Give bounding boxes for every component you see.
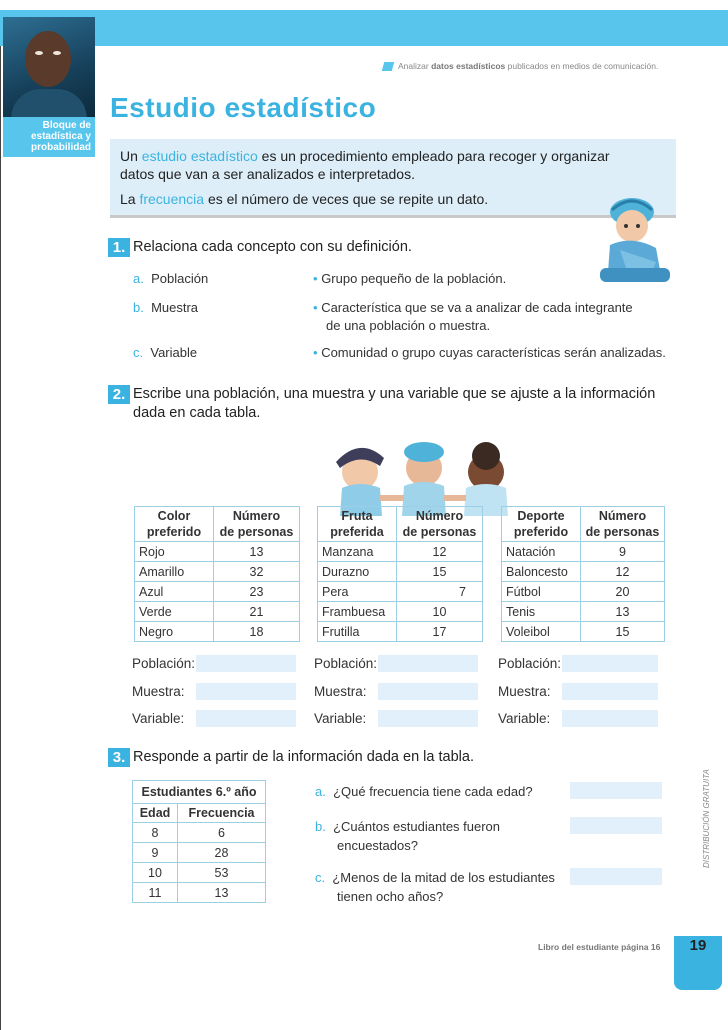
variable-input-3[interactable]	[562, 710, 658, 727]
muestra-label-3: Muestra:	[498, 684, 551, 699]
variable-label-2: Variable:	[314, 711, 367, 726]
table-fruit-header-1: Fruta preferida	[318, 507, 397, 542]
table-fruit-header-2: Número de personas	[397, 507, 483, 542]
question-2-line-1: Escribe una población, una muestra y una variable que se ajuste a la información	[133, 386, 656, 402]
definition-1: • Grupo pequeño de la población.	[313, 271, 507, 286]
poblacion-label-3: Población:	[498, 656, 562, 671]
book-reference: Libro del estudiante página 16	[538, 942, 661, 952]
child-illustration	[590, 190, 682, 290]
page-title: Estudio estadístico	[110, 92, 377, 123]
table-row: Durazno 15	[318, 562, 483, 582]
poblacion-label-1: Población:	[132, 656, 196, 671]
question-2-line-2: dada en cada tabla.	[133, 405, 261, 421]
muestra-label-2: Muestra:	[314, 684, 367, 699]
poblacion-label-2: Población:	[314, 656, 378, 671]
table-color	[134, 506, 300, 642]
concept-a: a. Población	[133, 271, 209, 286]
answer-3b-input[interactable]	[570, 817, 662, 834]
poblacion-input-2[interactable]	[378, 655, 478, 672]
question-3a: a. ¿Qué frecuencia tiene cada edad?	[315, 784, 533, 799]
definition-line-1: Un estudio estadístico es un procedimiento empleado para recoger y organizar	[120, 148, 610, 164]
muestra-input-1[interactable]	[196, 683, 296, 700]
definition-line-3: La frecuencia es el número de veces que se repite un dato.	[120, 191, 489, 207]
table-color-header-1: Color preferido	[135, 507, 214, 542]
table-row: 8 6	[133, 823, 266, 843]
table-sport	[501, 506, 665, 642]
distribution-notice: DISTRIBUCIÓN GRATUITA	[702, 769, 711, 868]
table-row: Frambuesa 10	[318, 602, 483, 622]
table-row: Voleibol 15	[502, 622, 665, 642]
poblacion-input-1[interactable]	[196, 655, 296, 672]
table-row: Manzana 12	[318, 542, 483, 562]
question-3b: b. ¿Cuántos estudiantes fueron	[315, 819, 501, 834]
table-row: 9 28	[133, 843, 266, 863]
table-row: Azul 23	[135, 582, 300, 602]
page-edge-line	[0, 0, 1, 1030]
children-group-illustration	[320, 436, 520, 516]
table-row: 10 53	[133, 863, 266, 883]
cube-icon	[382, 62, 394, 71]
table-row: Negro 18	[135, 622, 300, 642]
variable-label-1: Variable:	[132, 711, 185, 726]
section-label: Bloque de estadística y probabilidad	[30, 120, 91, 153]
answer-3c-input[interactable]	[570, 868, 662, 885]
concept-b: b. Muestra	[133, 300, 199, 315]
question-3-number: 3.	[108, 748, 130, 767]
question-3c: c. ¿Menos de la mitad de los estudiantes	[315, 870, 555, 885]
page-number: 19	[674, 936, 722, 990]
table-row: Frutilla 17	[318, 622, 483, 642]
definition-2-line-2: de una población o muestra.	[326, 318, 491, 333]
concept-c: c. Variable	[133, 345, 198, 360]
variable-input-1[interactable]	[196, 710, 296, 727]
question-3b-line-2: encuestados?	[337, 838, 418, 853]
table-row: Baloncesto 12	[502, 562, 665, 582]
table-students-caption: Estudiantes 6.º año	[133, 781, 266, 804]
poblacion-input-3[interactable]	[562, 655, 658, 672]
table-color-header-2: Número de personas	[214, 507, 300, 542]
question-1-text: Relaciona cada concepto con su definición.	[133, 239, 412, 255]
question-2-number: 2.	[108, 385, 130, 404]
table-row: Pera 7	[318, 582, 483, 602]
table-row: Natación 9	[502, 542, 665, 562]
header-bar	[0, 10, 728, 46]
table-row: Tenis 13	[502, 602, 665, 622]
header-subtitle: Analizar datos estadísticos publicados en medios de comunicación.	[398, 61, 659, 71]
muestra-input-2[interactable]	[378, 683, 478, 700]
muestra-label-1: Muestra:	[132, 684, 185, 699]
question-1-number: 1.	[108, 238, 130, 257]
table-fruit	[317, 506, 483, 642]
muestra-input-3[interactable]	[562, 683, 658, 700]
student-photo	[3, 17, 95, 117]
table-students	[132, 780, 266, 903]
variable-input-2[interactable]	[378, 710, 478, 727]
table-row: 11 13	[133, 883, 266, 903]
question-3c-line-2: tienen ocho años?	[337, 889, 444, 904]
variable-label-3: Variable:	[498, 711, 551, 726]
definition-line-2: datos que van a ser analizados e interpretados.	[120, 166, 415, 182]
table-sport-header-2: Número de personas	[581, 507, 665, 542]
table-sport-header-1: Deporte preferido	[502, 507, 581, 542]
question-3-text: Responde a partir de la información dada en la tabla.	[133, 749, 474, 765]
answer-3a-input[interactable]	[570, 782, 662, 799]
table-students-header-1: Edad	[133, 804, 178, 823]
table-row: Fútbol 20	[502, 582, 665, 602]
table-row: Rojo 13	[135, 542, 300, 562]
table-students-header-2: Frecuencia	[178, 804, 266, 823]
definition-3: • Comunidad o grupo cuyas características serán analizadas.	[313, 345, 666, 360]
table-row: Amarillo 32	[135, 562, 300, 582]
table-row: Verde 21	[135, 602, 300, 622]
definition-2: • Característica que se va a analizar de cada integrante	[313, 300, 633, 315]
